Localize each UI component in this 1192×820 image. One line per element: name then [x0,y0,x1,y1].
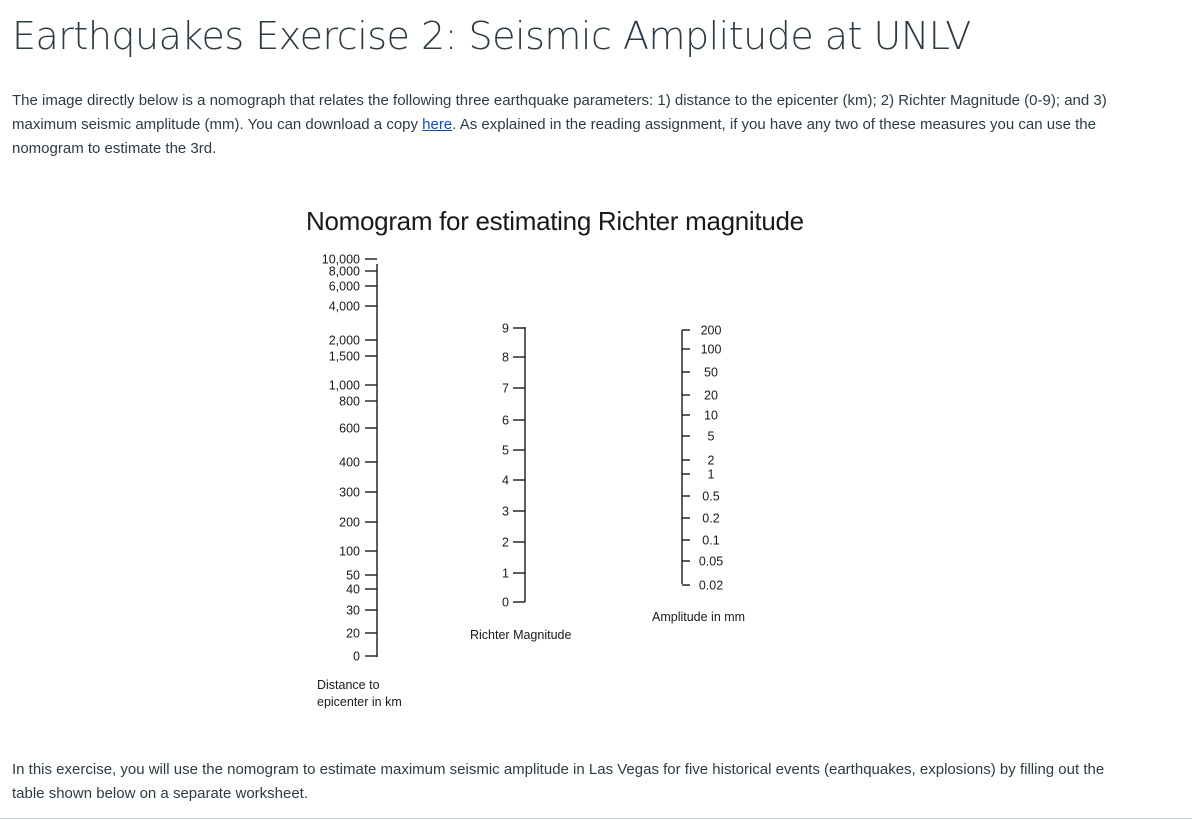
bottom-divider [0,818,1192,819]
amplitude-tick-label: 100 [700,342,722,357]
distance-tick-label: 1,500 [328,349,360,364]
amplitude-tick-label: 0.1 [702,533,720,548]
distance-tick-label: 400 [339,455,360,470]
page-title: Earthquakes Exercise 2: Seismic Amplitude at UNLV [12,14,971,58]
magnitude-tick-label: 8 [502,350,509,365]
distance-tick-label: 300 [339,485,360,500]
magnitude-tick-label: 9 [502,321,509,336]
distance-axis-label-line1: Distance to [317,678,380,692]
magnitude-tick-label: 0 [502,595,509,610]
magnitude-tick-label: 2 [502,535,509,550]
magnitude-tick-label: 5 [502,443,509,458]
distance-tick-label: 10,000 [321,252,360,267]
intro-text-end: . As explained in the reading assignment, if you have any two of these measures you can use the nomogram to estimate the 3rd. [12,116,1096,157]
amplitude-tick-label: 0.02 [698,578,724,593]
distance-tick-label: 40 [346,582,360,597]
distance-tick-label: 800 [339,394,360,409]
amplitude-tick-label: 2 [707,453,715,468]
amplitude-tick-label: 1 [707,467,715,482]
magnitude-tick-label: 3 [502,504,509,519]
magnitude-axis-label: Richter Magnitude [470,628,572,642]
distance-tick-label: 6,000 [328,279,360,294]
amplitude-tick-label: 20 [704,388,718,403]
distance-tick-label: 20 [346,626,360,641]
distance-axis-label-line2: epicenter in km [317,695,402,709]
amplitude-tick-label: 0.5 [702,489,720,504]
amplitude-tick-label: 200 [700,323,722,338]
magnitude-tick-label: 1 [502,566,509,581]
amplitude-axis-label: Amplitude in mm [652,610,746,624]
magnitude-tick-label: 4 [502,473,509,488]
magnitude-tick-label: 6 [502,413,509,428]
nomogram-figure [300,200,860,720]
magnitude-tick-label: 7 [502,381,509,396]
distance-tick-label: 8,000 [328,264,360,279]
intro-paragraph [12,89,1122,161]
distance-tick-label: 200 [339,515,360,530]
distance-tick-label: 50 [346,568,360,583]
nomogram-svg [300,200,860,720]
amplitude-tick-label: 5 [707,429,715,444]
distance-tick-label: 30 [346,603,360,618]
distance-tick-label: 0 [353,649,360,664]
distance-tick-label: 100 [339,544,360,559]
amplitude-tick-label: 50 [704,365,718,380]
amplitude-tick-label: 0.05 [698,554,724,569]
amplitude-tick-label: 10 [704,408,718,423]
amplitude-tick-label: 0.2 [702,511,720,526]
download-link[interactable]: here [422,116,453,133]
exercise-paragraph: In this exercise, you will use the nomogram to estimate maximum seismic amplitude in Las Vegas for five historical events (earthquakes, explosions) by filling out the table shown below on a separate worksheet. [12,761,1105,802]
distance-tick-label: 4,000 [328,299,360,314]
distance-tick-label: 1,000 [328,378,360,393]
distance-tick-label: 2,000 [328,333,360,348]
nomogram-title: Nomogram for estimating Richter magnitude [306,206,804,236]
distance-tick-label: 600 [339,421,360,436]
intro-text-start: The image directly below is a nomograph that relates the following three earthquake parameters: 1) distance to the epicenter (km); 2) Richter Magnitude (0-9); and 3) maximum seismic amplitude (mm). You can download a copy [12,92,1107,133]
